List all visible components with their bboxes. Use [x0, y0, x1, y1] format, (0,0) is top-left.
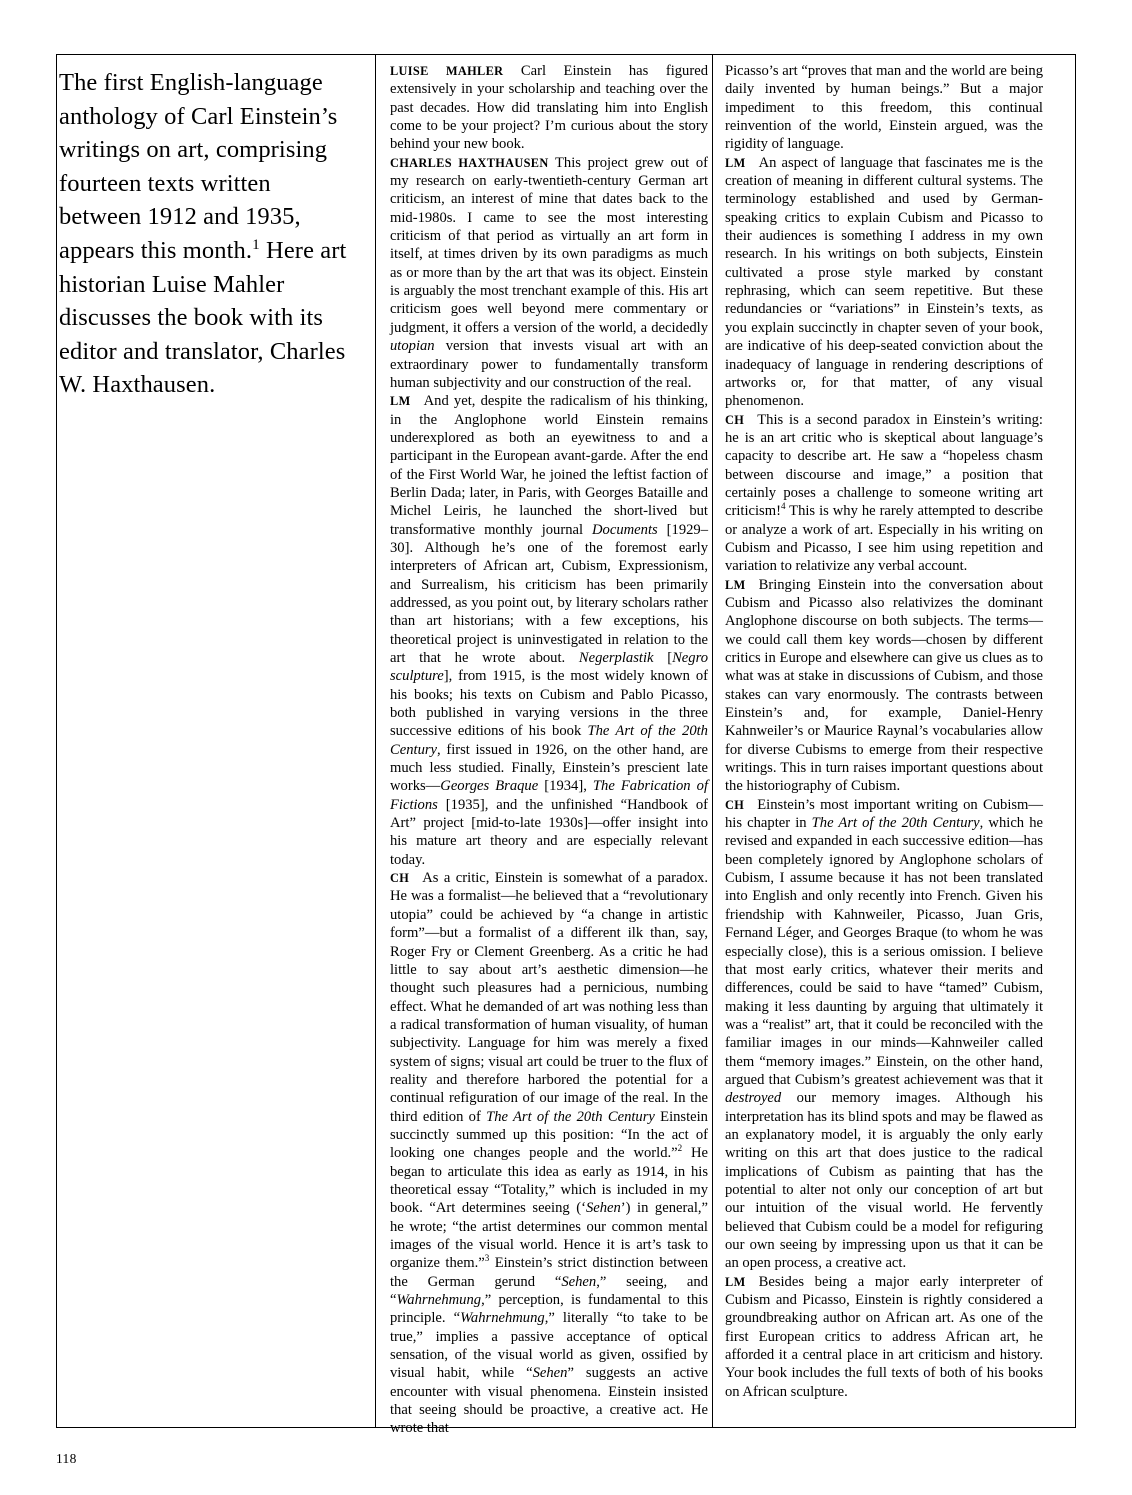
paragraph-text: , first issued in 1926, on the other hand, are much less studied. Finally, Einstein’s prescient late works—	[390, 741, 708, 795]
emphasis-georges-braque: Georges Braque	[440, 778, 539, 795]
top-rule	[56, 54, 1076, 55]
paragraph-text: [1929–30]. Although he’s one of the foremost early interpreters of African art, Cubism, Expressionism, and Surrealism, his criticism has been primarily addressed, as you point out, by literary scholars rather than art historians; with a few exceptions, his theoretical project is uninvestigated in relation to the art that he wrote about.	[390, 521, 709, 666]
paragraph-text: our memory images. Although his interpretation has its blind spots and may be flawed as an explanatory model, it is arguably the only early writing on this art that does justice to the radical implications of Cubism as painting that has the potential to alter not only our conception of art but our intuition of the visual world. He fervently believed that Cubism could be a model for refiguring our own seeing by impressing upon us that it can be an open process, a creative act.	[725, 1090, 1043, 1272]
paragraph-text: This is why he rarely attempted to describe or analyze a work of art. Especially in his writing on Cubism and Picasso, I see him using repetition and variation to relativize any verbal account.	[725, 503, 1043, 575]
paragraph-text: Carl Einstein has figured extensively in your scholarship and teaching over the past decades. How did translating him into English come to be your project? I’m curious about the story behind your new book.	[390, 63, 708, 153]
paragraph-text: ], from 1915, is the most widely known of his books; his texts on Cubism and Pablo Picasso, both published in varying versions in the three successive editions of his book	[390, 668, 708, 740]
paragraph-text: An aspect of language that fascinates me is the creation of meaning in different cultural systems. The terminology established and used by German-speaking critics to explain Cubism and Picasso to their audiences is something I address in my own research. In his writings on both subjects, Einstein cultivated a prose style marked by constant rephrasing, which can seem repetitive. But these redundancies or “variations” in Einstein’s texts, as you explain succinctly in chapter seven of your book, are indicative of his deep-seated conviction about the inadequacy of language in rendering descriptions of artworks or, for that matter, of any visual phenomenon.	[725, 154, 1043, 410]
paragraph-text: Einstein’s most important writing on Cubism—his chapter in	[725, 796, 1043, 832]
speaker-label-lm: LM	[725, 577, 746, 592]
emphasis-negerplastik: Negerplastik	[578, 650, 654, 666]
speaker-label-lm: LM	[390, 394, 411, 409]
paragraph-mahler-5	[725, 1273, 1043, 1401]
paragraph-text: Bringing Einstein into the conversation about Cubism and Picasso also relativizes the dominant Anglophone discourse on both subjects. The terms—we could call them key words—chosen by different critics in Europe and elsewhere can give us clues as to what was at stake in discussions of Cubism, and those stakes can vary enormously. The contrasts between Einstein’s and, for example, Daniel-Henry Kahnweiler’s or Maurice Raynal’s vocabularies allow for diverse Cubisms to emerge from their respective writings. This in turn raises important questions about the historiography of Cubism.	[725, 576, 1043, 795]
paragraph-haxthausen-1	[390, 154, 708, 392]
speaker-label-ch: CH	[725, 412, 745, 427]
emphasis-art-of-20th-century: The Art of the 20th Century	[390, 723, 708, 758]
paragraph-haxthausen-4	[725, 796, 1043, 1273]
paragraph-text: Picasso’s art “proves that man and the world are being daily invented by human beings.” But a major impediment to this freedom, this continual reinvention of the world, Einstein argued, was the rigidity of language.	[725, 63, 1043, 153]
paragraph-text: He began to articulate this idea as early as 1914, in his theoretical essay “Totality,” which is included in my book. “Art determines seeing (‘	[390, 1145, 709, 1217]
paragraph-text: [	[653, 650, 673, 666]
deck-text-continued: Here art historian Luise Mahler discusses the book with its editor and translator, Charles W. Haxthausen.	[59, 236, 347, 399]
right-column-rule	[1075, 54, 1076, 1428]
paragraph-mahler-4	[725, 576, 1043, 796]
paragraph-text: version that invests visual art with an extraordinary power to fundamentally transform human subjectivity and our construction of the real.	[390, 338, 708, 391]
paragraph-haxthausen-3	[725, 411, 1043, 576]
speaker-label-mahler: LUISE MAHLER	[390, 64, 504, 78]
emphasis-documents: Documents	[592, 521, 658, 538]
emphasis-utopian: utopian	[390, 338, 435, 355]
speaker-label-lm: LM	[725, 155, 746, 170]
emphasis-sehen-3: Sehen	[532, 1365, 568, 1382]
paragraph-text: ’) in general,” he wrote; “the artist determines our common mental images of the visual world. Hence it is art’s task to organize them.”	[390, 1200, 709, 1272]
body-column-one	[390, 62, 708, 1438]
footnote-marker-4: 4	[780, 501, 786, 512]
body-column-two	[725, 62, 1043, 1401]
paragraph-text: This project grew out of my research on early-twentieth-century German art criticism, an interest of mine that dates back to the mid-1980s. I came to see the most interesting criticism of that period as virtually an art form in itself, at times driven by its own paradigms as much as or more than by the art that was its object. Einstein is arguably the most trenchant example of this. His art criticism goes well beyond mere commentary or judgment, it offers a version of the world, a decidedly	[390, 154, 708, 336]
paragraph-text: ,” seeing, and “	[390, 1273, 708, 1309]
emphasis-destroyed: destroyed	[725, 1090, 782, 1107]
paragraph-text: Besides being a major early interpreter of Cubism and Picasso, Einstein is rightly considered a groundbreaking author on African art. As one of the first European critics to address African art, he afforded it a central place in art criticism and history. Your book includes the full texts of both of his books on African sculpture.	[725, 1273, 1043, 1400]
footnote-marker-2: 2	[677, 1143, 683, 1154]
paragraph-text: [1934],	[538, 778, 593, 795]
emphasis-wahrnehmung-1: Wahrnehmung	[396, 1292, 482, 1309]
paragraph-haxthausen-2	[390, 869, 708, 1438]
speaker-label-haxthausen: CHARLES HAXTHAUSEN	[390, 155, 549, 170]
left-column-rule	[56, 54, 57, 1428]
speaker-label-ch: CH	[390, 871, 410, 886]
speaker-label-lm: LM	[725, 1274, 746, 1289]
paragraph-text: , which he revised and expanded in each successive edition—has been completely ignored by Anglophone scholars of Cubism, I assume because it has not been translated into English and only recently into French. Given his friendship with Kahnweiler, Picasso, Juan Gris, Fernand Léger, and Georges Braque (to whom he was especially close), this is a serious omission. I believe that most early critics, whatever their merits and differences, could be said to have “tamed” Cubism, making it less daunting by arguing that ultimately it was a “realist” art, that it could be reconciled with the familiar images in our minds—Kahnweiler called them “memory images.” Einstein, on the other hand, argued that Cubism’s greatest achievement was that it	[725, 815, 1043, 1088]
paragraph-mahler-2	[390, 392, 708, 869]
paragraph-text: ,” literally “to take to be true,” implies a passive acceptance of optical sensation, of the visual world as given, ossified by visual habit, while “	[390, 1310, 708, 1382]
paragraph-mahler-1	[390, 62, 708, 154]
emphasis-art-of-20th-century-2: The Art of the 20th Century	[486, 1108, 655, 1125]
paragraph-text: ,” perception, is fundamental to this principle. “	[390, 1292, 708, 1327]
paragraph-text: ” suggests an active encounter with visual phenomena. Einstein insisted that seeing should be proactive, a creative act. He wrote that	[390, 1365, 708, 1437]
emphasis-sehen-2: Sehen	[561, 1273, 597, 1290]
emphasis-wahrnehmung-2: Wahrnehmung	[460, 1310, 545, 1327]
paragraph-text: And yet, despite the radicalism of his thinking, in the Anglophone world Einstein remains underexplored as both an eyewitness to and a participant in the European avant-garde. After the end of the First World War, he joined the leftist faction of Berlin Dada; later, in Paris, with Georges Bataille and Michel Leiris, he launched the short-lived but transformative monthly journal	[390, 393, 708, 538]
emphasis-negro-sculpture: Negro sculpture	[390, 650, 709, 685]
paragraph-text: Einstein succinctly summed up this position: “In the act of looking one changes people and the world.”	[390, 1108, 708, 1162]
paragraph-text: [1935], and the unfinished “Handbook of Art” project [mid-to-late 1930s]—offer insight into his mature art theory and are especially relevant today.	[390, 796, 708, 868]
second-column-divider-rule	[712, 54, 713, 1428]
deck-text: The first English-language anthology of Carl Einstein’s writings on art, comprising fourteen texts written between 1912 and 1935, appears this month.	[59, 69, 338, 264]
speaker-label-ch: CH	[725, 797, 745, 812]
emphasis-art-of-20th-century-3: The Art of the 20th Century	[811, 815, 980, 832]
paragraph-text: As a critic, Einstein is somewhat of a paradox. He was a formalist—he believed that a “revolutionary utopia” could be achieved by “a change in artistic form”—but a formalist of a different ilk than, say, Roger Fry or Clement Greenberg. As a critic he had little to say about art’s aesthetic dimension—he thought such pleasures had a pernicious, numbing effect. What he demanded of art was nothing less than a radical transformation of human visuality, of human subjectivity. Language for him was merely a fixed system of signs; visual art could be truer to the flux of reality and therefore harbored the potential for a continual refiguration of our image of the real. In the third edition of	[390, 870, 708, 1125]
emphasis-sehen-1: Sehen	[585, 1200, 621, 1217]
paragraph-text: This is a second paradox in Einstein’s writing: he is an art critic who is skeptical about language’s capacity to describe art. He saw a “hopeless chasm between discourse and image,” a position that certainly poses a challenge to someone writing art criticism!	[725, 411, 1043, 520]
page-number: 118	[56, 1451, 77, 1466]
paragraph-mahler-3	[725, 154, 1043, 411]
paragraph-continued	[725, 62, 1043, 154]
footnote-marker-3: 3	[484, 1253, 490, 1264]
article-deck	[59, 66, 359, 402]
paragraph-text: Einstein’s strict distinction between the German gerund “	[390, 1255, 709, 1290]
emphasis-fabrication-of-fictions: The Fabrication of Fictions	[390, 778, 708, 813]
deck-footnote-marker: 1	[252, 235, 260, 253]
first-column-divider-rule	[375, 54, 376, 1428]
